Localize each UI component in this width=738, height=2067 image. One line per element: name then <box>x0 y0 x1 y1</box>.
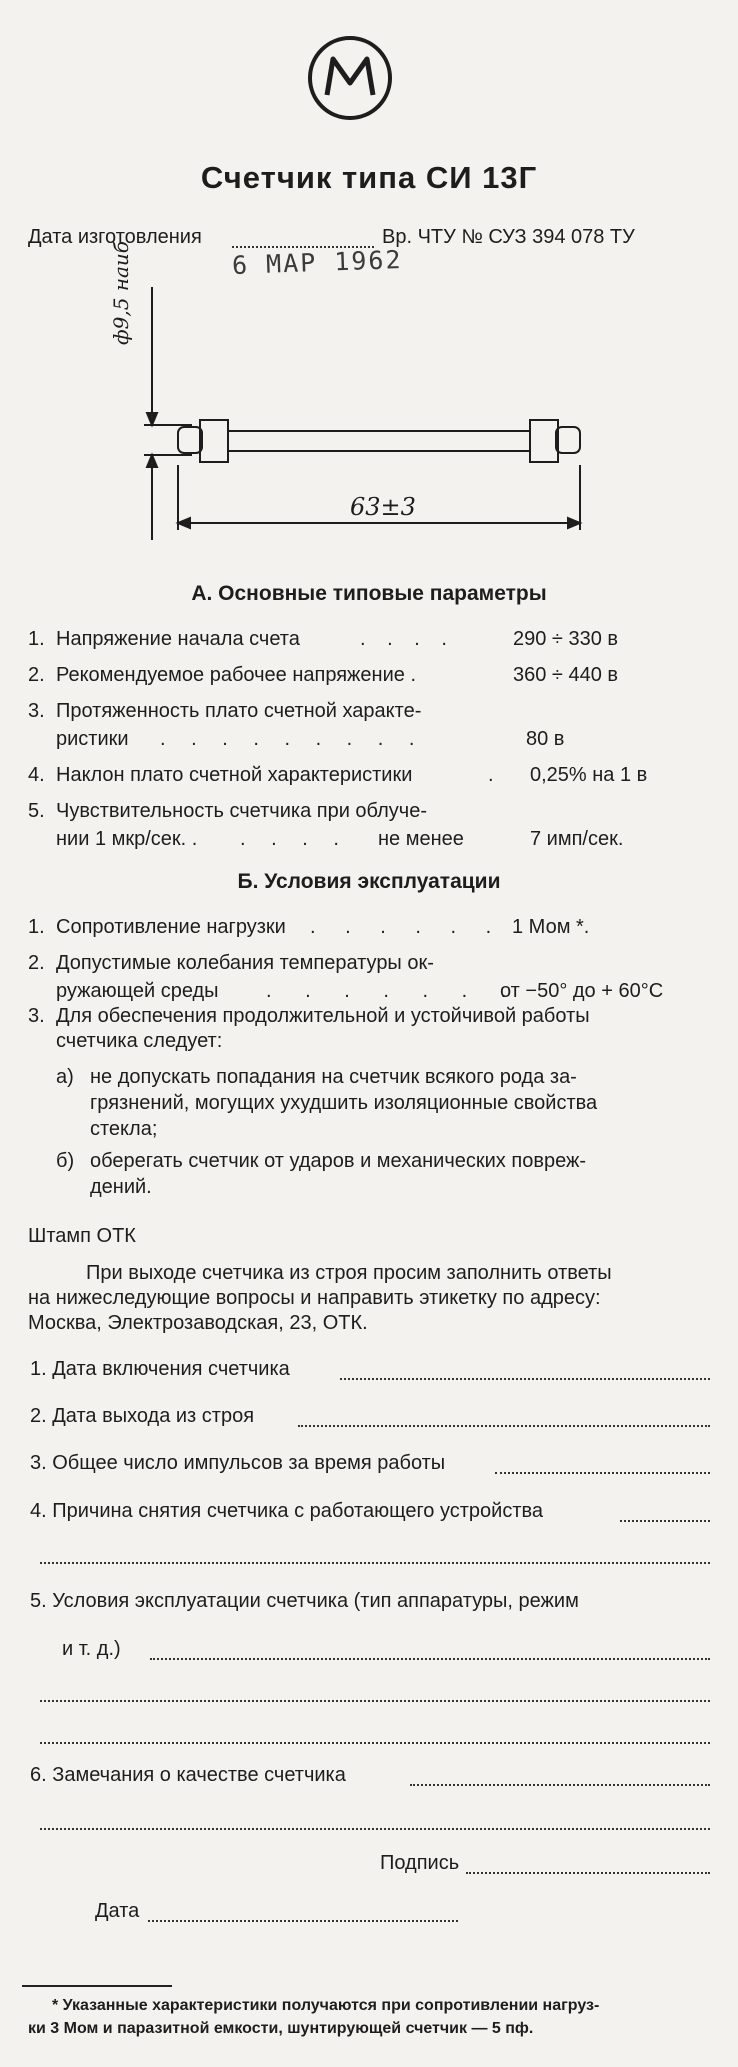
param-4-value: 0,25% на 1 в <box>530 764 648 786</box>
cond-3b-mark: б) <box>56 1150 75 1172</box>
param-5-leader: . . . . <box>240 828 349 850</box>
cond-3b-line2: дений. <box>90 1176 152 1198</box>
question-5-answer-line-2[interactable] <box>40 1700 710 1702</box>
footnote-rule <box>22 1985 172 1987</box>
question-5-cont: и т. д.) <box>62 1638 121 1660</box>
otk-stamp-label: Штамп ОТК <box>28 1225 136 1247</box>
param-4-leader: . <box>488 764 494 786</box>
cond-2-label: Допустимые колебания температуры ок- <box>56 952 434 974</box>
param-3-value: 80 в <box>526 728 565 750</box>
param-5-suffix: не менее <box>378 828 464 850</box>
date-footer-line[interactable] <box>148 1920 458 1922</box>
param-1-value: 290 ÷ 330 в <box>513 628 619 650</box>
length-dimension: 63±3 <box>350 493 416 521</box>
cond-1-num: 1. <box>28 916 45 938</box>
cond-3a-line1: не допускать попадания на счетчик всякого рода за- <box>90 1066 577 1088</box>
param-2-value: 360 ÷ 440 в <box>513 664 619 686</box>
diameter-dimension: ф9,5 наиб <box>109 240 133 345</box>
question-2-answer-line[interactable] <box>298 1425 710 1427</box>
cond-1-leader: . . . . . . <box>310 916 504 938</box>
param-5-value: 7 имп/сек. <box>530 828 624 850</box>
question-4-answer-line-2[interactable] <box>40 1562 710 1564</box>
question-6: 6. Замечания о качестве счетчика <box>30 1764 346 1786</box>
otk-instruction-2: на нижеследующие вопросы и направить этикетку по адресу: <box>28 1287 601 1309</box>
section-b-heading: Б. Условия эксплуатации <box>237 870 501 893</box>
question-5-answer-line[interactable] <box>150 1658 710 1660</box>
cond-3a-line2: грязнений, могущих ухудшить изоляционные свойства <box>90 1092 598 1114</box>
question-4: 4. Причина снятия счетчика с работающего устройства <box>30 1500 544 1522</box>
question-5-answer-line-3[interactable] <box>40 1742 710 1744</box>
otk-address: Москва, Электрозаводская, 23, ОТК. <box>28 1312 368 1334</box>
question-6-answer-line-2[interactable] <box>40 1828 710 1830</box>
param-2-num: 2. <box>28 664 45 686</box>
question-3: 3. Общее число импульсов за время работы <box>30 1452 446 1474</box>
otk-instruction-1: При выходе счетчика из строя просим заполнить ответы <box>86 1262 612 1284</box>
cond-3b-line1: оберегать счетчик от ударов и механических повреж- <box>90 1150 587 1172</box>
param-3-label-cont: ристики <box>56 728 129 750</box>
tu-spec: Вр. ЧТУ № СУЗ 394 078 ТУ <box>382 226 635 248</box>
question-4-answer-line[interactable] <box>620 1520 710 1522</box>
footnote-line-1: * Указанные характеристики получаются при сопротивлении нагруз- <box>52 1997 600 2014</box>
signature-line[interactable] <box>466 1872 710 1874</box>
param-4-label: Наклон плато счетной характеристики <box>56 764 413 786</box>
param-5-label: Чувствительность счетчика при облуче- <box>56 800 427 822</box>
question-2: 2. Дата выхода из строя <box>30 1405 255 1427</box>
date-footer-label: Дата <box>95 1900 140 1922</box>
cond-2-leader: . . . . . . . <box>266 980 521 1002</box>
cond-1-value: 1 Мом *. <box>512 916 590 938</box>
question-5: 5. Условия эксплуатации счетчика (тип аппаратуры, режим <box>30 1590 579 1612</box>
cond-2-value: от −50° до + 60°С <box>500 980 664 1002</box>
cond-3-num: 3. <box>28 1005 45 1027</box>
question-6-answer-line[interactable] <box>410 1784 710 1786</box>
question-1-answer-line[interactable] <box>340 1378 710 1380</box>
cond-3-label-cont: счетчика следует: <box>56 1030 223 1052</box>
date-label: Дата изготовления <box>28 226 202 248</box>
param-3-leader: . . . . . . . . . <box>160 728 425 750</box>
cond-3-label: Для обеспечения продолжительной и устойчивой работы <box>56 1005 590 1027</box>
param-5-label-cont: нии 1 мкр/сек. . <box>56 828 198 850</box>
signature-label: Подпись <box>380 1852 460 1874</box>
page-title: Счетчик типа СИ 13Г <box>200 160 538 195</box>
manufacture-date-stamp: 6 МАР 1962 <box>231 245 403 280</box>
cond-3a-line3: стекла; <box>90 1118 158 1140</box>
param-4-num: 4. <box>28 764 45 786</box>
question-3-answer-line[interactable] <box>495 1472 710 1474</box>
cond-2-label-cont: ружающей среды <box>56 980 219 1002</box>
param-1-num: 1. <box>28 628 45 650</box>
param-3-num: 3. <box>28 700 45 722</box>
param-3-label: Протяженность плато счетной характе- <box>56 700 422 722</box>
section-a-heading: А. Основные типовые параметры <box>191 582 547 605</box>
param-1-label: Напряжение начала счета <box>56 628 300 650</box>
param-2-label: Рекомендуемое рабочее напряжение . <box>56 664 417 686</box>
cond-1-label: Сопротивление нагрузки <box>56 916 286 938</box>
cond-2-num: 2. <box>28 952 45 974</box>
question-1: 1. Дата включения счетчика <box>30 1358 290 1380</box>
param-1-leader: . . . . <box>360 628 455 650</box>
param-5-num: 5. <box>28 800 45 822</box>
manufacturer-logo <box>307 35 393 121</box>
cond-3a-mark: а) <box>56 1066 74 1088</box>
footnote-line-2: ки 3 Мом и паразитной емкости, шунтирующей счетчик — 5 пф. <box>28 2020 534 2037</box>
